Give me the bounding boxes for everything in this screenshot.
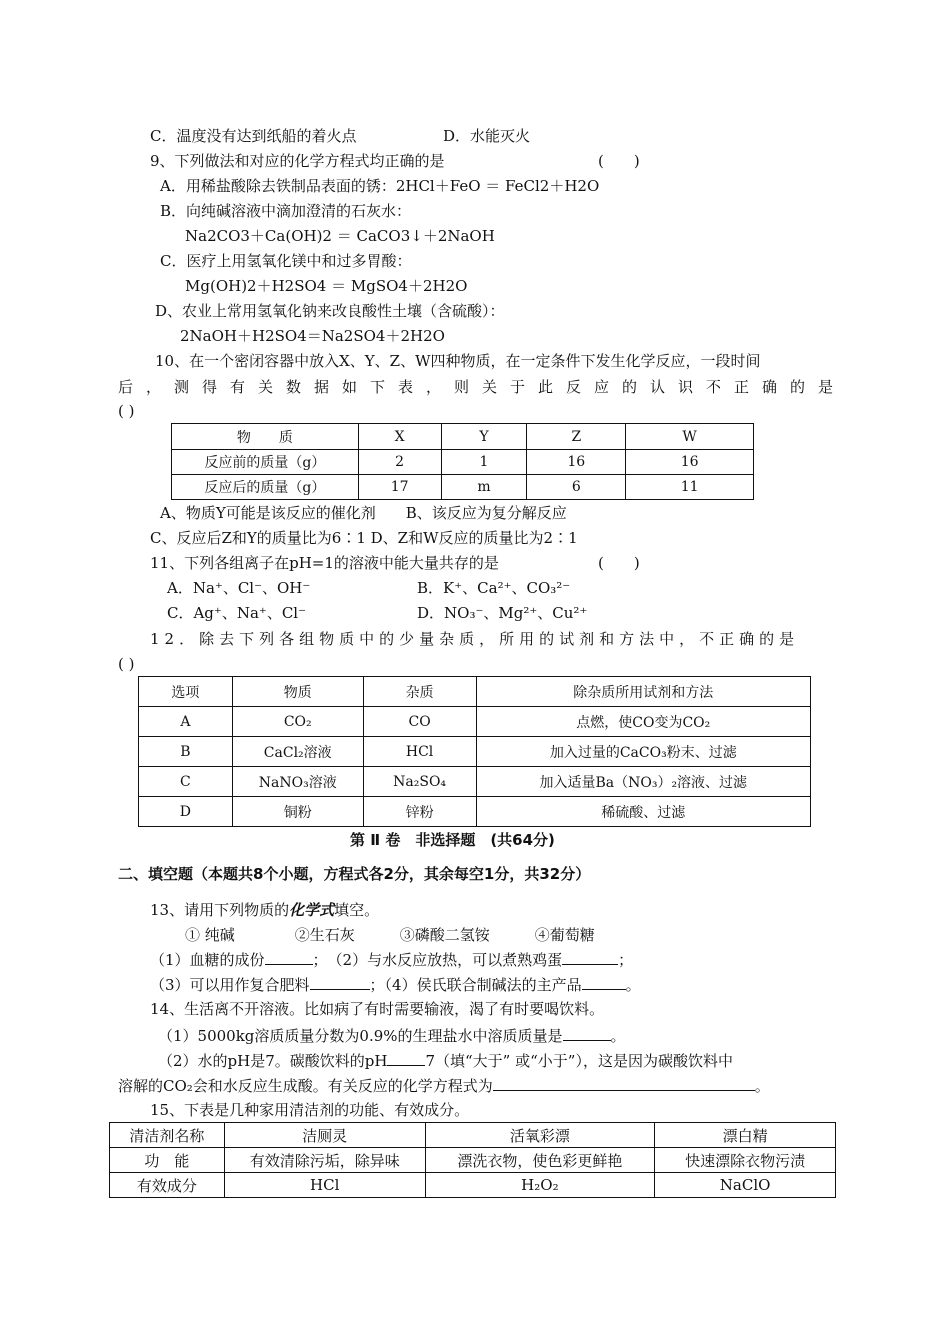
q11-stem: 11、下列各组离子在pH=1的溶液中能大量共存的是 xyxy=(150,554,499,572)
q10-stem-line2 xyxy=(118,376,847,398)
q11-option-b: B．K⁺、Ca²⁺、CO₃²⁻ xyxy=(417,579,571,597)
q14-p3-text-b: 。 xyxy=(754,1077,770,1095)
table-cell: 有效成分 xyxy=(110,1173,225,1198)
q13-l1-text-a: （1）血糖的成份 xyxy=(150,951,265,969)
q9-option-d: D、农业上常用氢氧化钠来改良酸性土壤（含硫酸）： xyxy=(155,302,505,320)
q13-options: ① 纯碱 ②生石灰 ③磷酸二氢铵 ④葡萄糖 xyxy=(185,926,595,944)
table-row xyxy=(172,450,754,475)
q12-stem: 12．除去下列各组物质中的少量杂质，所用的试剂和方法中，不正确的是 xyxy=(150,630,800,648)
q15-data-table xyxy=(109,1122,836,1198)
table-cell: C xyxy=(139,767,233,797)
table-cell: CO₂ xyxy=(232,707,363,737)
q11-option-d: D．NO₃⁻、Mg²⁺、Cu²⁺ xyxy=(417,604,588,622)
q14-part1 xyxy=(158,1024,626,1047)
answer-blank[interactable] xyxy=(265,948,313,965)
q12-header-cell: 除杂质所用试剂和方法 xyxy=(476,677,810,707)
q10-header-cell: Y xyxy=(441,424,527,450)
q13-l1-text-c: ； xyxy=(618,951,634,969)
table-cell: CaCl₂溶液 xyxy=(232,737,363,767)
q13-stem-emphasis: 化学式 xyxy=(289,901,335,919)
table-cell: H₂O₂ xyxy=(425,1173,655,1198)
answer-blank[interactable] xyxy=(582,973,626,990)
q11-answer-paren: ( ) xyxy=(598,554,640,572)
table-cell: 快速漂除衣物污渍 xyxy=(655,1148,836,1173)
q12-data-table xyxy=(138,676,811,827)
table-cell: B xyxy=(139,737,233,767)
q14-p2-text-b: 7（填“大于” 或“小于”），这是因为碳酸饮料中 xyxy=(425,1052,733,1070)
q14-p1-text-b: 。 xyxy=(610,1027,626,1045)
q10-header-cell: W xyxy=(626,424,754,450)
q10-header-cell: Z xyxy=(527,424,626,450)
table-cell: HCl xyxy=(363,737,476,767)
table-cell: 有效清除污垢，除异味 xyxy=(224,1148,425,1173)
q10-data-table xyxy=(171,423,754,500)
table-cell: 2 xyxy=(358,450,441,475)
q13-l1-text-b: ； （2）与水反应放热，可以煮熟鸡蛋 xyxy=(312,951,563,969)
q9-option-d-equation: 2NaOH＋H2SO4＝Na2SO4＋2H2O xyxy=(180,327,445,345)
q10-stem-line1: 10、在一个密闭容器中放入X、Y、Z、W四种物质，在一定条件下发生化学反应，一段时间 xyxy=(155,352,761,370)
q15-header-cell: 活氧彩漂 xyxy=(425,1123,655,1148)
answer-blank[interactable] xyxy=(562,948,618,965)
table-cell: 稀硫酸、过滤 xyxy=(476,797,810,827)
q12-stem-line xyxy=(150,628,830,650)
q14-p2-text-a: （2）水的pH是7。碳酸饮料的pH xyxy=(158,1052,388,1070)
q10-stem-text: 后，测得有关数据如下表，则关于此反应的认识不正确的是 xyxy=(118,378,847,396)
q10-header-cell: 物 质 xyxy=(172,424,359,450)
q14-p1-text-a: （1）5000kg溶质质量分数为0.9%的生理盐水中溶质质量是 xyxy=(158,1027,563,1045)
table-cell: 1 xyxy=(441,450,527,475)
answer-blank[interactable] xyxy=(310,973,370,990)
q9-option-b: B．向纯碱溶液中滴加澄清的石灰水： xyxy=(160,202,412,220)
table-row xyxy=(110,1173,836,1198)
q13-l2-text-c: 。 xyxy=(625,976,641,994)
q12-answer-paren: ( ) xyxy=(118,655,135,673)
answer-blank[interactable] xyxy=(387,1049,425,1066)
q15-header-cell: 洁厕灵 xyxy=(224,1123,425,1148)
table-cell: 点燃，使CO变为CO₂ xyxy=(476,707,810,737)
table-cell: 功 能 xyxy=(110,1148,225,1173)
table-row xyxy=(139,767,811,797)
q9-answer-paren: ( ) xyxy=(598,152,640,170)
table-cell: Na₂SO₄ xyxy=(363,767,476,797)
q12-header-cell: 选项 xyxy=(139,677,233,707)
table-cell: 加入过量的CaCO₃粉末、过滤 xyxy=(476,737,810,767)
q13-line1 xyxy=(150,948,633,971)
table-cell: 反应前的质量（g） xyxy=(172,450,359,475)
table-cell: 16 xyxy=(626,450,754,475)
q14-p3-text-a: 溶解的CO₂会和水反应生成酸。有关反应的化学方程式为 xyxy=(118,1077,493,1095)
q10-options-ab: A、物质Y可能是该反应的催化剂 B、该反应为复分解反应 xyxy=(160,504,567,522)
q12-header-cell: 物质 xyxy=(232,677,363,707)
table-cell: 11 xyxy=(626,475,754,500)
table-cell: 铜粉 xyxy=(232,797,363,827)
q13-stem xyxy=(150,899,379,921)
q8-option-c: C．温度没有达到纸船的着火点 xyxy=(150,127,357,145)
q15-header-cell: 漂白精 xyxy=(655,1123,836,1148)
q15-header-cell: 清洁剂名称 xyxy=(110,1123,225,1148)
q11-option-a: A．Na⁺、Cl⁻、OH⁻ xyxy=(167,579,311,597)
q14-stem: 14、生活离不开溶液。比如病了有时需要输液，渴了有时要喝饮料。 xyxy=(150,1000,605,1018)
q13-l2-text-b: ；（4）侯氏联合制碱法的主产品 xyxy=(369,976,582,994)
q10-header-cell: X xyxy=(358,424,441,450)
table-cell: CO xyxy=(363,707,476,737)
q9-option-c: C．医疗上用氢氧化镁中和过多胃酸： xyxy=(160,252,412,270)
table-cell: 16 xyxy=(527,450,626,475)
table-row xyxy=(110,1148,836,1173)
q12-header-cell: 杂质 xyxy=(363,677,476,707)
q13-stem-pre: 13、请用下列物质的 xyxy=(150,901,290,919)
part2-title: 第 Ⅱ 卷 非选择题 (共64分) xyxy=(350,831,555,849)
table-cell: 漂洗衣物，使色彩更鲜艳 xyxy=(425,1148,655,1173)
table-cell: D xyxy=(139,797,233,827)
q15-stem: 15、下表是几种家用清洁剂的功能、有效成分。 xyxy=(150,1101,470,1119)
table-cell: NaClO xyxy=(655,1173,836,1198)
table-row xyxy=(139,707,811,737)
table-cell: A xyxy=(139,707,233,737)
q13-stem-post: 填空。 xyxy=(334,901,380,919)
table-cell: HCl xyxy=(224,1173,425,1198)
q9-option-b-equation: Na2CO3＋Ca(OH)2 ＝ CaCO3↓＋2NaOH xyxy=(185,227,495,245)
q8-option-d: D．水能灭火 xyxy=(443,127,531,145)
q9-option-c-equation: Mg(OH)2＋H2SO4 ＝ MgSO4＋2H2O xyxy=(185,277,468,295)
answer-blank[interactable] xyxy=(563,1024,611,1041)
q14-part3 xyxy=(118,1074,770,1097)
table-row xyxy=(139,737,811,767)
q9-option-a: A．用稀盐酸除去铁制品表面的锈：2HCl＋FeO ＝ FeCl2＋H2O xyxy=(160,177,600,195)
q10-answer-paren: ( ) xyxy=(118,402,135,420)
table-row xyxy=(139,797,811,827)
q13-l2-text-a: （3）可以用作复合肥料 xyxy=(150,976,310,994)
answer-blank[interactable] xyxy=(493,1074,755,1091)
table-cell: 锌粉 xyxy=(363,797,476,827)
q13-line2 xyxy=(150,973,641,996)
section-heading: 二、填空题（本题共8个小题，方程式各2分，其余每空1分，共32分） xyxy=(118,865,591,883)
table-cell: 6 xyxy=(527,475,626,500)
table-cell: 反应后的质量（g） xyxy=(172,475,359,500)
table-cell: NaNO₃溶液 xyxy=(232,767,363,797)
q9-stem: 9、下列做法和对应的化学方程式均正确的是 xyxy=(150,152,445,170)
table-cell: 加入适量Ba（NO₃）₂溶液、过滤 xyxy=(476,767,810,797)
table-cell: m xyxy=(441,475,527,500)
table-row xyxy=(172,475,754,500)
q11-option-c: C．Ag⁺、Na⁺、Cl⁻ xyxy=(167,604,307,622)
table-cell: 17 xyxy=(358,475,441,500)
q10-options-cd: C、反应后Z和Y的质量比为6∶1 D、Z和W反应的质量比为2∶1 xyxy=(150,529,578,547)
q14-part2 xyxy=(158,1049,733,1072)
